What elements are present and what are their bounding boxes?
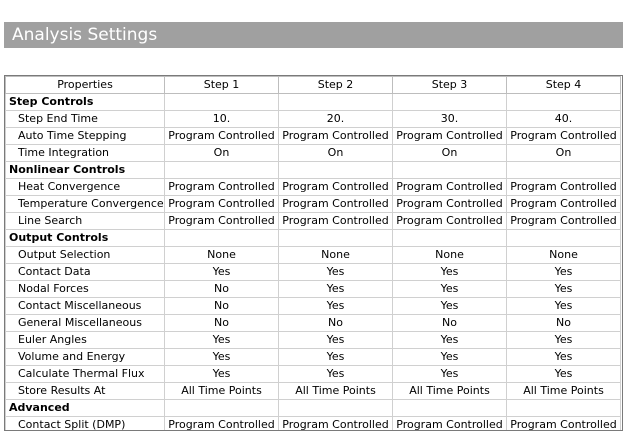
- step-3-value-cell[interactable]: Yes: [393, 281, 507, 298]
- property-label: Step End Time: [6, 111, 165, 128]
- step-2-value-cell[interactable]: Yes: [279, 298, 393, 315]
- step-1-value-cell[interactable]: Program Controlled: [165, 213, 279, 230]
- column-header-step-4[interactable]: Step 4: [507, 77, 621, 94]
- property-label: Calculate Thermal Flux: [6, 366, 165, 383]
- column-header-step-3[interactable]: Step 3: [393, 77, 507, 94]
- step-2-value-cell[interactable]: On: [279, 145, 393, 162]
- step-3-value-cell[interactable]: Program Controlled: [393, 417, 507, 432]
- property-label: Heat Convergence: [6, 179, 165, 196]
- property-label: Output Selection: [6, 247, 165, 264]
- step-4-value-cell[interactable]: Yes: [507, 332, 621, 349]
- step-1-value-cell[interactable]: Program Controlled: [165, 417, 279, 432]
- property-label: General Miscellaneous: [6, 315, 165, 332]
- step-4-value-cell[interactable]: On: [507, 145, 621, 162]
- step-1-value-cell[interactable]: Yes: [165, 332, 279, 349]
- step-4-value-cell[interactable]: Yes: [507, 264, 621, 281]
- step-2-value-cell[interactable]: Yes: [279, 281, 393, 298]
- step-1-value-cell[interactable]: On: [165, 145, 279, 162]
- section-row: [6, 162, 621, 179]
- step-1-value-cell[interactable]: Yes: [165, 366, 279, 383]
- property-label: Auto Time Stepping: [6, 128, 165, 145]
- section-label: Advanced: [6, 400, 165, 417]
- step-4-value-cell[interactable]: Yes: [507, 281, 621, 298]
- property-label: Line Search: [6, 213, 165, 230]
- step-2-value-cell[interactable]: Program Controlled: [279, 179, 393, 196]
- property-label: Contact Data: [6, 264, 165, 281]
- section-empty-cell: [393, 162, 507, 179]
- table-row: [6, 366, 621, 383]
- property-label: Contact Miscellaneous: [6, 298, 165, 315]
- table-row: [6, 281, 621, 298]
- table-row: [6, 196, 621, 213]
- section-label: Output Controls: [6, 230, 165, 247]
- step-1-value-cell[interactable]: No: [165, 315, 279, 332]
- section-empty-cell: [279, 94, 393, 111]
- step-4-value-cell[interactable]: 40.: [507, 111, 621, 128]
- step-3-value-cell[interactable]: Program Controlled: [393, 128, 507, 145]
- table-row: [6, 315, 621, 332]
- step-1-value-cell[interactable]: No: [165, 298, 279, 315]
- step-3-value-cell[interactable]: On: [393, 145, 507, 162]
- step-4-value-cell[interactable]: Yes: [507, 298, 621, 315]
- section-empty-cell: [507, 94, 621, 111]
- column-header-step-2[interactable]: Step 2: [279, 77, 393, 94]
- section-empty-cell: [393, 230, 507, 247]
- step-4-value-cell[interactable]: Program Controlled: [507, 196, 621, 213]
- property-label: Temperature Convergence: [6, 196, 165, 213]
- step-3-value-cell[interactable]: 30.: [393, 111, 507, 128]
- step-4-value-cell[interactable]: Yes: [507, 349, 621, 366]
- section-empty-cell: [507, 230, 621, 247]
- property-label: Store Results At: [6, 383, 165, 400]
- property-label: Euler Angles: [6, 332, 165, 349]
- step-1-value-cell[interactable]: Yes: [165, 264, 279, 281]
- step-4-value-cell[interactable]: Program Controlled: [507, 179, 621, 196]
- step-3-value-cell[interactable]: Yes: [393, 332, 507, 349]
- table-row: [6, 383, 621, 400]
- section-row: [6, 230, 621, 247]
- step-2-value-cell[interactable]: Program Controlled: [279, 128, 393, 145]
- step-3-value-cell[interactable]: Yes: [393, 264, 507, 281]
- analysis-settings-grid: [4, 75, 623, 431]
- step-2-value-cell[interactable]: Yes: [279, 349, 393, 366]
- step-3-value-cell[interactable]: None: [393, 247, 507, 264]
- table-row: [6, 264, 621, 281]
- table-row: [6, 332, 621, 349]
- step-2-value-cell[interactable]: Yes: [279, 332, 393, 349]
- section-empty-cell: [165, 230, 279, 247]
- property-label: Volume and Energy: [6, 349, 165, 366]
- step-2-value-cell[interactable]: Yes: [279, 264, 393, 281]
- step-3-value-cell[interactable]: Yes: [393, 298, 507, 315]
- section-label: Step Controls: [6, 94, 165, 111]
- step-4-value-cell[interactable]: Program Controlled: [507, 213, 621, 230]
- step-1-value-cell[interactable]: Program Controlled: [165, 179, 279, 196]
- step-2-value-cell[interactable]: 20.: [279, 111, 393, 128]
- step-4-value-cell[interactable]: Program Controlled: [507, 128, 621, 145]
- step-2-value-cell[interactable]: Program Controlled: [279, 213, 393, 230]
- table-row: [6, 349, 621, 366]
- step-1-value-cell[interactable]: 10.: [165, 111, 279, 128]
- table-row: [6, 213, 621, 230]
- step-4-value-cell[interactable]: Yes: [507, 366, 621, 383]
- step-4-value-cell[interactable]: No: [507, 315, 621, 332]
- step-3-value-cell[interactable]: Program Controlled: [393, 196, 507, 213]
- property-label: Contact Split (DMP): [6, 417, 165, 432]
- section-empty-cell: [165, 162, 279, 179]
- step-2-value-cell[interactable]: Program Controlled: [279, 196, 393, 213]
- settings-table: [5, 76, 621, 431]
- section-empty-cell: [279, 400, 393, 417]
- table-row: [6, 128, 621, 145]
- step-4-value-cell[interactable]: All Time Points: [507, 383, 621, 400]
- column-header-properties[interactable]: Properties: [6, 77, 165, 94]
- step-1-value-cell[interactable]: Program Controlled: [165, 128, 279, 145]
- header-row: [6, 77, 621, 94]
- section-empty-cell: [507, 400, 621, 417]
- step-3-value-cell[interactable]: No: [393, 315, 507, 332]
- section-empty-cell: [393, 94, 507, 111]
- step-1-value-cell[interactable]: None: [165, 247, 279, 264]
- section-row: [6, 94, 621, 111]
- step-3-value-cell[interactable]: Program Controlled: [393, 179, 507, 196]
- column-header-step-1[interactable]: Step 1: [165, 77, 279, 94]
- step-1-value-cell[interactable]: Yes: [165, 349, 279, 366]
- section-empty-cell: [279, 162, 393, 179]
- step-4-value-cell[interactable]: None: [507, 247, 621, 264]
- step-3-value-cell[interactable]: Yes: [393, 366, 507, 383]
- section-empty-cell: [507, 162, 621, 179]
- table-row: [6, 298, 621, 315]
- section-empty-cell: [165, 94, 279, 111]
- step-2-value-cell[interactable]: None: [279, 247, 393, 264]
- step-3-value-cell[interactable]: All Time Points: [393, 383, 507, 400]
- section-empty-cell: [393, 400, 507, 417]
- section-empty-cell: [165, 400, 279, 417]
- step-2-value-cell[interactable]: Yes: [279, 366, 393, 383]
- section-label: Nonlinear Controls: [6, 162, 165, 179]
- table-row: [6, 111, 621, 128]
- step-2-value-cell[interactable]: All Time Points: [279, 383, 393, 400]
- step-3-value-cell[interactable]: Program Controlled: [393, 213, 507, 230]
- table-row: [6, 247, 621, 264]
- step-4-value-cell[interactable]: Program Controlled: [507, 417, 621, 432]
- panel-title: Analysis Settings: [4, 22, 623, 48]
- table-row: [6, 179, 621, 196]
- section-empty-cell: [279, 230, 393, 247]
- table-row: [6, 145, 621, 162]
- property-label: Time Integration: [6, 145, 165, 162]
- table-row: [6, 417, 621, 432]
- step-2-value-cell[interactable]: Program Controlled: [279, 417, 393, 432]
- step-1-value-cell[interactable]: All Time Points: [165, 383, 279, 400]
- property-label: Nodal Forces: [6, 281, 165, 298]
- step-3-value-cell[interactable]: Yes: [393, 349, 507, 366]
- step-1-value-cell[interactable]: Program Controlled: [165, 196, 279, 213]
- section-row: [6, 400, 621, 417]
- step-1-value-cell[interactable]: No: [165, 281, 279, 298]
- step-2-value-cell[interactable]: No: [279, 315, 393, 332]
